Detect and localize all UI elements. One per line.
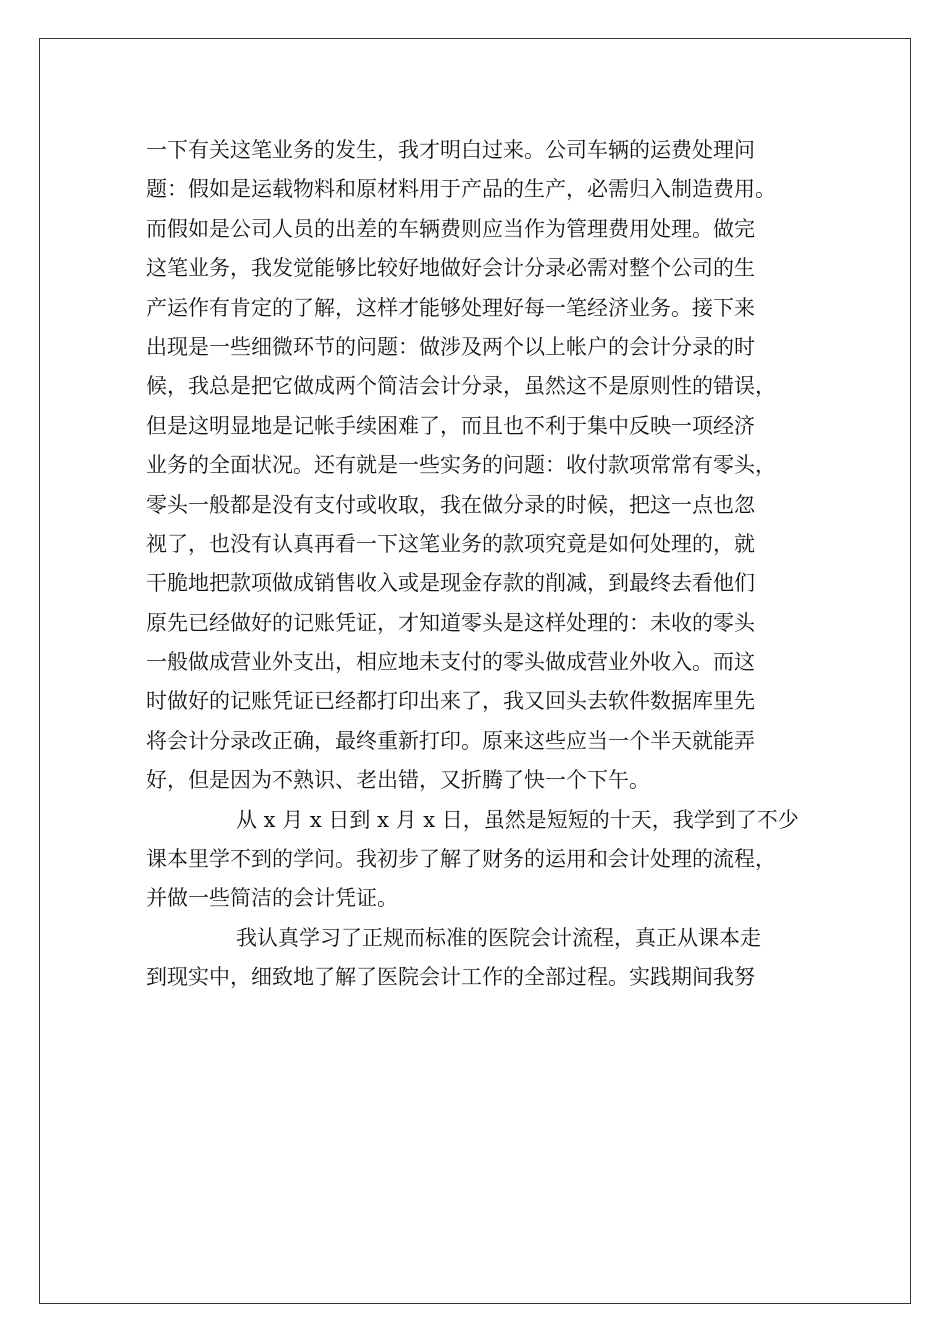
text-line: 并做一些简洁的会计凭证。	[146, 886, 398, 911]
text-line: 到现实中，细致地了解了医院会计工作的全部过程。实践期间我努	[146, 965, 755, 990]
text-line: 题：假如是运载物料和原材料用于产品的生产，必需归入制造费用。	[146, 177, 776, 202]
text-line: 业务的全面状况。还有就是一些实务的问题：收付款项常常有零头，	[146, 453, 776, 478]
text-line: 从 x 月 x 日到 x 月 x 日，虽然是短短的十天，我学到了不少	[236, 807, 799, 832]
text-line: 将会计分录改正确，最终重新打印。原来这些应当一个半天就能弄	[146, 728, 755, 753]
text-line: 出现是一些细微环节的问题：做涉及两个以上帐户的会计分录的时	[146, 334, 755, 359]
text-line: 一般做成营业外支出，相应地未支付的零头做成营业外收入。而这	[146, 650, 755, 675]
text-line: 课本里学不到的学问。我初步了解了财务的运用和会计处理的流程，	[146, 847, 776, 872]
text-line: 但是这明显地是记帐手续困难了，而且也不利于集中反映一项经济	[146, 413, 755, 438]
text-line: 产运作有肯定的了解，这样才能够处理好每一笔经济业务。接下来	[146, 295, 755, 320]
text-line: 我认真学习了正规而标准的医院会计流程，真正从课本走	[236, 925, 761, 950]
text-line: 干脆地把款项做成销售收入或是现金存款的削减，到最终去看他们	[146, 571, 755, 596]
text-line: 候，我总是把它做成两个简洁会计分录，虽然这不是原则性的错误，	[146, 374, 776, 399]
document-body	[146, 131, 822, 998]
text-line: 而假如是公司人员的出差的车辆费则应当作为管理费用处理。做完	[146, 216, 755, 241]
text-line: 这笔业务，我发觉能够比较好地做好会计分录必需对整个公司的生	[146, 256, 755, 281]
text-line: 好，但是因为不熟识、老出错，又折腾了快一个下午。	[146, 768, 650, 793]
text-line: 一下有关这笔业务的发生，我才明白过来。公司车辆的运费处理问	[146, 138, 755, 162]
text-line: 零头一般都是没有支付或收取，我在做分录的时候，把这一点也忽	[146, 492, 755, 517]
text-line: 时做好的记账凭证已经都打印出来了，我又回头去软件数据库里先	[146, 689, 755, 714]
text-line: 原先已经做好的记账凭证，才知道零头是这样处理的：未收的零头	[146, 610, 755, 635]
text-line: 视了，也没有认真再看一下这笔业务的款项究竟是如何处理的，就	[146, 531, 755, 556]
